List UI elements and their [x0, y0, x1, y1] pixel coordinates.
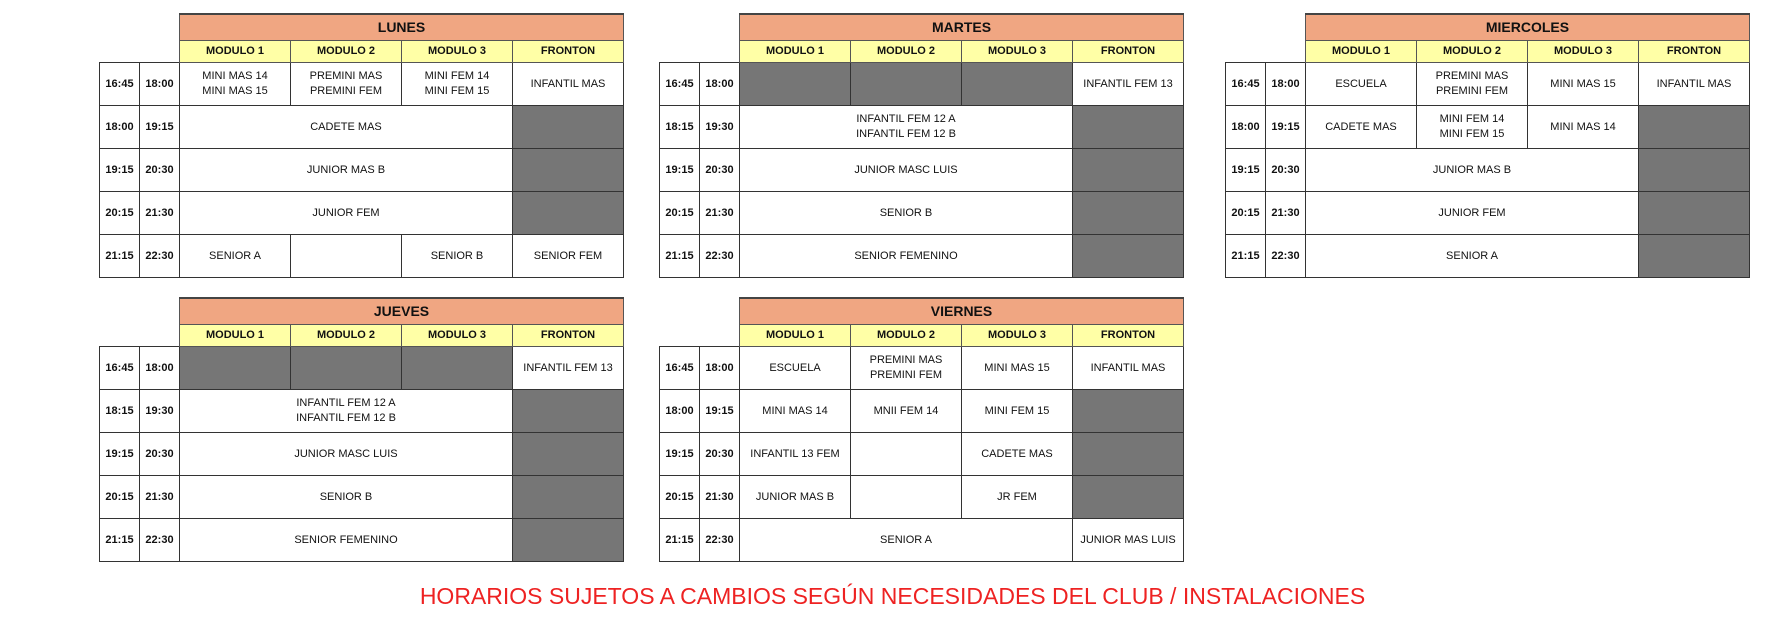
end-time: 19:15: [140, 106, 180, 149]
time-slot-row: [100, 476, 624, 519]
session-cell: [1306, 235, 1639, 278]
group-label: SENIOR FEMENINO: [854, 249, 958, 262]
session-cell: [180, 192, 513, 235]
time-slot-row: [660, 235, 1184, 278]
start-time: 19:15: [660, 149, 700, 192]
start-time: 19:15: [100, 433, 140, 476]
schedule-table-jueves: [99, 297, 624, 562]
session-cell: [851, 347, 962, 390]
group-label: MINI FEM 15: [1439, 128, 1505, 140]
time-slot-row: [660, 390, 1184, 433]
session-cell: [1073, 63, 1184, 106]
session-cell: [851, 390, 962, 433]
group-label: JUNIOR MAS LUIS: [1080, 533, 1176, 546]
end-time: 20:30: [700, 149, 740, 192]
start-time: 20:15: [1226, 192, 1266, 235]
start-time: 20:15: [660, 192, 700, 235]
session-cell: [513, 63, 624, 106]
start-time: 21:15: [1226, 235, 1266, 278]
schedule-jueves: [99, 297, 624, 562]
session-cell: [962, 476, 1073, 519]
session-cell: [180, 476, 513, 519]
session-cell: [740, 192, 1073, 235]
unavailable-cell: [513, 192, 624, 235]
group-label: JUNIOR MAS B: [755, 490, 835, 503]
session-cell: [1639, 63, 1750, 106]
group-label: CADETE MAS: [310, 120, 382, 133]
column-header: MODULO 3: [1528, 41, 1639, 63]
unavailable-cell: [1639, 235, 1750, 278]
group-label: INFANTIL MAS: [530, 77, 606, 90]
start-time: 18:00: [660, 390, 700, 433]
end-time: 18:00: [1266, 63, 1306, 106]
session-cell: [1073, 347, 1184, 390]
column-header: MODULO 2: [291, 325, 402, 347]
session-cell: [740, 149, 1073, 192]
schedule-table-lunes: [99, 13, 624, 278]
group-label: SENIOR FEMENINO: [294, 533, 398, 546]
group-label: INFANTIL FEM 12 A: [296, 397, 396, 409]
session-cell: [740, 347, 851, 390]
group-label: JUNIOR MAS B: [1432, 163, 1512, 176]
session-cell: [740, 433, 851, 476]
end-time: 20:30: [1266, 149, 1306, 192]
session-cell: [180, 235, 291, 278]
column-header: FRONTON: [1073, 325, 1184, 347]
session-cell: [740, 106, 1073, 149]
unavailable-cell: [513, 106, 624, 149]
group-label: SENIOR A: [209, 249, 261, 262]
column-header: FRONTON: [1073, 41, 1184, 63]
start-time: 21:15: [100, 519, 140, 562]
schedule-table-miercoles: [1225, 13, 1750, 278]
start-time: 18:00: [100, 106, 140, 149]
schedule-table-viernes: [659, 297, 1184, 562]
session-cell: [180, 63, 291, 106]
session-cell: [962, 390, 1073, 433]
day-title: JUEVES: [180, 298, 624, 325]
group-label: MINI FEM 15: [424, 85, 490, 97]
start-time: 21:15: [100, 235, 140, 278]
session-cell: [1306, 106, 1417, 149]
start-time: 20:15: [100, 476, 140, 519]
unavailable-cell: [1639, 149, 1750, 192]
unavailable-cell: [1073, 106, 1184, 149]
time-slot-row: [660, 433, 1184, 476]
time-slot-row: [660, 347, 1184, 390]
end-time: 21:30: [700, 192, 740, 235]
unavailable-cell: [1073, 235, 1184, 278]
group-label: SENIOR A: [1446, 249, 1498, 262]
end-time: 18:00: [140, 63, 180, 106]
unavailable-cell: [1073, 192, 1184, 235]
time-slot-row: [1226, 192, 1750, 235]
session-cell: [962, 433, 1073, 476]
end-time: 19:15: [1266, 106, 1306, 149]
column-header: MODULO 2: [291, 41, 402, 63]
group-label: PREMINI MAS: [309, 70, 383, 82]
start-time: 19:15: [660, 433, 700, 476]
session-cell: [740, 519, 1073, 562]
unavailable-cell: [851, 63, 962, 106]
group-label: JR FEM: [997, 490, 1037, 503]
column-header: MODULO 3: [962, 325, 1073, 347]
session-cell: [740, 235, 1073, 278]
day-title: VIERNES: [740, 298, 1184, 325]
end-time: 20:30: [140, 433, 180, 476]
column-header: FRONTON: [513, 325, 624, 347]
group-label: PREMINI FEM: [869, 369, 943, 381]
day-title: MIERCOLES: [1306, 14, 1750, 41]
start-time: 20:15: [100, 192, 140, 235]
unavailable-cell: [1073, 476, 1184, 519]
time-slot-row: [660, 192, 1184, 235]
unavailable-cell: [513, 149, 624, 192]
group-label: INFANTIL FEM 13: [1083, 77, 1173, 90]
group-label: SENIOR FEM: [533, 249, 603, 262]
column-header: MODULO 1: [740, 41, 851, 63]
time-slot-row: [100, 149, 624, 192]
session-cell: [180, 390, 513, 433]
group-label: INFANTIL MAS: [1090, 361, 1166, 374]
column-header: MODULO 3: [402, 41, 513, 63]
time-slot-row: [660, 106, 1184, 149]
end-time: 22:30: [700, 519, 740, 562]
end-time: 18:00: [700, 63, 740, 106]
session-cell: [180, 433, 513, 476]
group-label: INFANTIL FEM 12 A: [856, 113, 956, 125]
session-cell: [740, 476, 851, 519]
end-time: 21:30: [140, 476, 180, 519]
column-header: MODULO 3: [402, 325, 513, 347]
session-cell: [291, 63, 402, 106]
column-header: MODULO 2: [851, 41, 962, 63]
group-label: MINI MAS 15: [984, 361, 1050, 374]
end-time: 20:30: [140, 149, 180, 192]
group-label: JUNIOR MASC LUIS: [294, 447, 398, 460]
group-label: PREMINI MAS: [869, 354, 943, 366]
start-time: 16:45: [100, 347, 140, 390]
time-slot-row: [100, 235, 624, 278]
footer-note: HORARIOS SUJETOS A CAMBIOS SEGÚN NECESIDADES DEL CLUB / INSTALACIONES: [419, 583, 1366, 609]
column-header: FRONTON: [513, 41, 624, 63]
time-slot-row: [100, 63, 624, 106]
group-label: PREMINI FEM: [1435, 85, 1509, 97]
start-time: 21:15: [660, 235, 700, 278]
end-time: 19:15: [700, 390, 740, 433]
time-slot-row: [660, 149, 1184, 192]
group-label: ESCUELA: [1335, 77, 1387, 90]
group-label: CADETE MAS: [981, 447, 1053, 460]
group-label: MINI FEM 15: [984, 404, 1050, 417]
time-slot-row: [100, 192, 624, 235]
time-slot-row: [100, 433, 624, 476]
unavailable-cell: [513, 519, 624, 562]
time-slot-row: [1226, 235, 1750, 278]
unavailable-cell: [1073, 390, 1184, 433]
session-cell: [1417, 63, 1528, 106]
group-label: JUNIOR FEM: [1438, 206, 1506, 219]
session-cell: [1528, 106, 1639, 149]
start-time: 16:45: [100, 63, 140, 106]
group-label: MINI FEM 14: [1439, 113, 1505, 125]
time-slot-row: [660, 63, 1184, 106]
start-time: 19:15: [100, 149, 140, 192]
unavailable-cell: [1639, 192, 1750, 235]
unavailable-cell: [513, 433, 624, 476]
group-label: MINI MAS 14: [1550, 120, 1616, 133]
group-label: MINI FEM 14: [424, 70, 490, 82]
session-cell: [513, 347, 624, 390]
session-cell: [1306, 192, 1639, 235]
session-cell: [513, 235, 624, 278]
group-label: INFANTIL 13 FEM: [750, 447, 840, 460]
session-cell: [180, 106, 513, 149]
schedule-lunes: [99, 13, 624, 278]
column-header: MODULO 1: [180, 41, 291, 63]
time-slot-row: [1226, 63, 1750, 106]
start-time: 21:15: [660, 519, 700, 562]
unavailable-cell: [180, 347, 291, 390]
end-time: 19:30: [140, 390, 180, 433]
schedule-martes: [659, 13, 1184, 278]
unavailable-cell: [1639, 106, 1750, 149]
group-label: JUNIOR MAS B: [306, 163, 386, 176]
time-slot-row: [1226, 149, 1750, 192]
end-time: 22:30: [140, 519, 180, 562]
end-time: 22:30: [700, 235, 740, 278]
group-label: MINI MAS 14: [202, 70, 268, 82]
group-label: JUNIOR FEM: [312, 206, 380, 219]
group-label: MNII FEM 14: [873, 404, 939, 417]
empty-cell: [291, 235, 402, 278]
session-cell: [1528, 63, 1639, 106]
empty-cell: [851, 433, 962, 476]
schedule-table-martes: [659, 13, 1184, 278]
session-cell: [1417, 106, 1528, 149]
group-label: INFANTIL MAS: [1656, 77, 1732, 90]
group-label: SENIOR B: [319, 490, 373, 503]
unavailable-cell: [402, 347, 513, 390]
group-label: ESCUELA: [769, 361, 821, 374]
group-label: INFANTIL FEM 12 B: [296, 412, 396, 424]
session-cell: [402, 235, 513, 278]
time-slot-row: [660, 476, 1184, 519]
time-slot-row: [1226, 106, 1750, 149]
end-time: 18:00: [140, 347, 180, 390]
group-label: JUNIOR MASC LUIS: [854, 163, 958, 176]
session-cell: [180, 149, 513, 192]
time-slot-row: [100, 347, 624, 390]
end-time: 22:30: [1266, 235, 1306, 278]
column-header: MODULO 1: [1306, 41, 1417, 63]
unavailable-cell: [1073, 433, 1184, 476]
end-time: 22:30: [140, 235, 180, 278]
session-cell: [1073, 519, 1184, 562]
unavailable-cell: [513, 476, 624, 519]
time-slot-row: [100, 519, 624, 562]
column-header: MODULO 1: [180, 325, 291, 347]
group-label: SENIOR A: [880, 533, 932, 546]
end-time: 21:30: [700, 476, 740, 519]
day-title: LUNES: [180, 14, 624, 41]
unavailable-cell: [1073, 149, 1184, 192]
unavailable-cell: [962, 63, 1073, 106]
session-cell: [740, 390, 851, 433]
end-time: 18:00: [700, 347, 740, 390]
column-header: MODULO 2: [851, 325, 962, 347]
start-time: 16:45: [660, 347, 700, 390]
column-header: FRONTON: [1639, 41, 1750, 63]
group-label: CADETE MAS: [1325, 120, 1397, 133]
group-label: PREMINI FEM: [309, 85, 383, 97]
end-time: 21:30: [140, 192, 180, 235]
session-cell: [180, 519, 513, 562]
start-time: 19:15: [1226, 149, 1266, 192]
group-label: MINI MAS 15: [1550, 77, 1616, 90]
day-title: MARTES: [740, 14, 1184, 41]
session-cell: [1306, 63, 1417, 106]
group-label: MINI MAS 15: [202, 85, 268, 97]
unavailable-cell: [740, 63, 851, 106]
group-label: SENIOR B: [879, 206, 933, 219]
start-time: 18:15: [660, 106, 700, 149]
session-cell: [402, 63, 513, 106]
start-time: 16:45: [660, 63, 700, 106]
column-header: MODULO 2: [1417, 41, 1528, 63]
column-header: MODULO 1: [740, 325, 851, 347]
session-cell: [962, 347, 1073, 390]
end-time: 19:30: [700, 106, 740, 149]
group-label: PREMINI MAS: [1435, 70, 1509, 82]
group-label: INFANTIL FEM 12 B: [856, 128, 956, 140]
start-time: 16:45: [1226, 63, 1266, 106]
start-time: 20:15: [660, 476, 700, 519]
unavailable-cell: [513, 390, 624, 433]
time-slot-row: [100, 390, 624, 433]
time-slot-row: [100, 106, 624, 149]
schedule-viernes: [659, 297, 1184, 562]
end-time: 21:30: [1266, 192, 1306, 235]
start-time: 18:00: [1226, 106, 1266, 149]
time-slot-row: [660, 519, 1184, 562]
empty-cell: [851, 476, 962, 519]
start-time: 18:15: [100, 390, 140, 433]
schedule-miercoles: [1225, 13, 1750, 278]
unavailable-cell: [291, 347, 402, 390]
column-header: MODULO 3: [962, 41, 1073, 63]
session-cell: [1306, 149, 1639, 192]
group-label: MINI MAS 14: [762, 404, 828, 417]
group-label: SENIOR B: [430, 249, 484, 262]
end-time: 20:30: [700, 433, 740, 476]
group-label: INFANTIL FEM 13: [523, 361, 613, 374]
